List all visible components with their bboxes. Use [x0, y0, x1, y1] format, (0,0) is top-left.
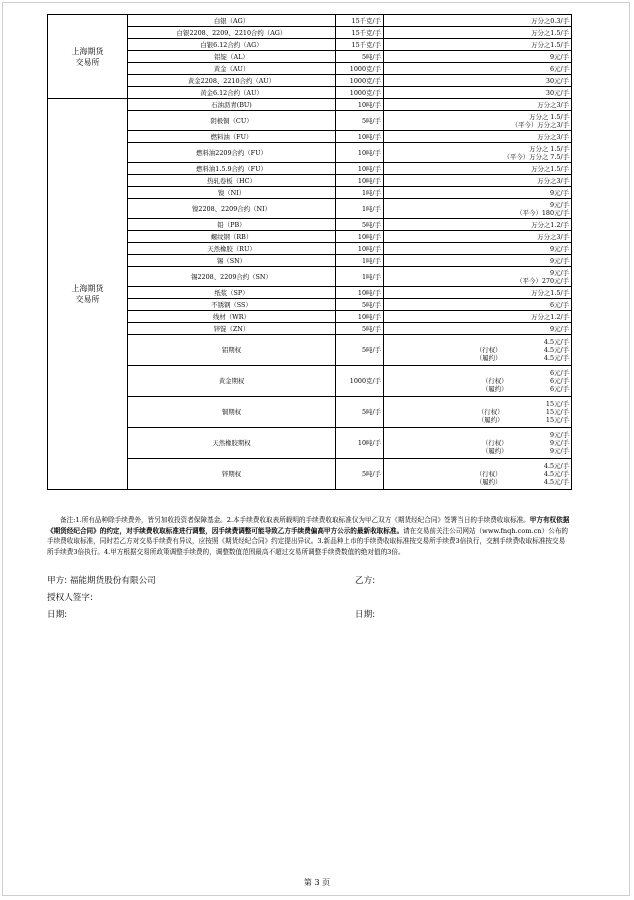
trade-unit: 5吨/手 — [336, 335, 384, 366]
trade-unit: 10吨/手 — [336, 428, 384, 459]
fee-label: （行权） — [477, 408, 504, 416]
contract-name: 阴极铜（CU） — [128, 111, 336, 131]
trade-unit: 15千克/手 — [336, 27, 384, 39]
contract-name: 铅（PB） — [128, 219, 336, 231]
contract-name: 锌锭（ZN） — [128, 323, 336, 335]
trade-unit: 10吨/手 — [336, 175, 384, 187]
fee-cell — [384, 187, 572, 199]
fee-value: （平今）万分之 7.5/手 — [503, 152, 569, 161]
fee-line — [386, 416, 569, 424]
fee-line — [386, 377, 569, 385]
contract-name: 天然橡胶期权 — [128, 428, 336, 459]
fee-value: 万分之0.3/手 — [531, 16, 569, 25]
contract-name: 镍（NI） — [128, 187, 336, 199]
fee-value: 4.5元/手 — [543, 346, 569, 354]
contract-name: 镍2208、2209合约（NI） — [128, 199, 336, 219]
fee-cell — [384, 143, 572, 163]
contract-name: 热轧卷板（HC） — [128, 175, 336, 187]
trade-unit: 5吨/手 — [336, 459, 384, 490]
contract-name: 白银6.12合约（AG） — [128, 39, 336, 51]
fee-value: 万分之1.5/手 — [531, 40, 569, 49]
fee-label: （行权） — [475, 470, 502, 478]
trade-unit: 5吨/手 — [336, 219, 384, 231]
fee-cell — [384, 99, 572, 111]
fee-value: 万分之1.5/手 — [531, 288, 569, 297]
fee-value: 万分之3/手 — [537, 176, 569, 185]
fee-value: 15元/手 — [545, 408, 569, 416]
trade-unit: 15千克/手 — [336, 39, 384, 51]
fee-line — [386, 431, 569, 439]
fee-cell — [384, 163, 572, 175]
trade-unit: 10吨/手 — [336, 311, 384, 323]
fee-value: 9元/手 — [549, 256, 569, 265]
party-a: 甲方: 福能期货股份有限公司 — [47, 576, 156, 586]
contract-name: 锌期权 — [128, 459, 336, 490]
fee-line — [386, 462, 569, 470]
contract-name: 线材（WR） — [128, 311, 336, 323]
table-row — [48, 15, 572, 27]
fee-cell — [384, 299, 572, 311]
fee-cell — [384, 27, 572, 39]
fee-line — [386, 478, 569, 486]
fee-value: 9元/手 — [549, 200, 569, 209]
fee-value: 9元/手 — [549, 268, 569, 277]
fee-value: 9元/手 — [549, 431, 569, 439]
trade-unit: 5吨/手 — [336, 51, 384, 63]
fee-value: 万分之 1.5/手 — [529, 112, 569, 121]
contract-name: 黄金6.12合约（AU） — [128, 87, 336, 99]
contract-name: 铜期权 — [128, 397, 336, 428]
fee-line — [386, 447, 569, 455]
fee-line — [386, 400, 569, 408]
fee-value: 4.5元/手 — [543, 338, 569, 346]
notes — [47, 515, 571, 557]
exchange-cell: 上海期货 交易所 — [48, 15, 128, 99]
trade-unit: 1000克/手 — [336, 366, 384, 397]
trade-unit: 5吨/手 — [336, 111, 384, 131]
trade-unit: 10吨/手 — [336, 131, 384, 143]
fee-value: 万分之 1.5/手 — [529, 144, 569, 153]
fee-value: 30元/手 — [545, 88, 569, 97]
fee-cell — [384, 397, 572, 428]
notes-part-1: 备注:1.所有品种除手续费外，皆另加收投资者保障基金。2.本手续费收取表所载明的手续费收取标准仅为甲乙双方《期货经纪合同》签署当日的手续费收取标准。 — [60, 516, 530, 524]
trade-unit: 10吨/手 — [336, 143, 384, 163]
contract-name: 白银（AG） — [128, 15, 336, 27]
contract-name: 铝锭（AL） — [128, 51, 336, 63]
notes-part-3: 请在交易前关注公司网站（www.fnqh.com.cn）公布的手续费收取标准，同时若乙方对交易手续费有异议，应按照《期货经纪合同》约定提出异议。3.新品种上市的手续费收取标准按交易所手续费3倍执行，交割手续费收取标准按交易所手续费3倍执行。4.甲方根据交易所政策调整手续费的，调整数值范围最高不超过交易所调整手续费数值的绝对值的3倍。 — [47, 526, 569, 556]
exchange-cell: 上海期货 交易所 — [48, 99, 128, 490]
authorized-signature: 授权人签字: — [47, 593, 93, 603]
fee-value: 9元/手 — [549, 447, 569, 455]
fee-cell — [384, 39, 572, 51]
fee-cell — [384, 131, 572, 143]
fee-value: 9元/手 — [549, 188, 569, 197]
fee-value: 万分之3/手 — [537, 232, 569, 241]
fee-label: （履约） — [475, 354, 502, 362]
contract-name: 燃料油2209合约（FU） — [128, 143, 336, 163]
page-number: 第 3 页 — [303, 878, 331, 887]
fee-line — [386, 338, 569, 346]
fee-cell — [384, 323, 572, 335]
fee-cell — [384, 51, 572, 63]
fee-value: 万分之1.2/手 — [531, 312, 569, 321]
contract-name: 锡（SN） — [128, 255, 336, 267]
fee-line — [386, 470, 569, 478]
fee-value: （平今）万分之3/手 — [511, 120, 569, 129]
trade-unit: 10吨/手 — [336, 231, 384, 243]
table-row — [48, 99, 572, 111]
trade-unit: 15千克/手 — [336, 15, 384, 27]
fee-cell — [384, 287, 572, 299]
fee-value: 4.5元/手 — [543, 478, 569, 486]
contract-name: 螺纹钢（RB） — [128, 231, 336, 243]
trade-unit: 10吨/手 — [336, 99, 384, 111]
trade-unit: 10吨/手 — [336, 163, 384, 175]
fee-cell — [384, 111, 572, 131]
trade-unit: 5吨/手 — [336, 397, 384, 428]
contract-name: 燃料油（FU） — [128, 131, 336, 143]
fee-cell — [384, 255, 572, 267]
fee-cell — [384, 267, 572, 287]
fee-value: 9元/手 — [549, 324, 569, 333]
fee-value: 6元/手 — [549, 377, 569, 385]
date-b: 日期: — [355, 610, 376, 620]
fee-value: 6元/手 — [549, 385, 569, 393]
fee-cell — [384, 231, 572, 243]
fee-line — [386, 369, 569, 377]
fee-value: （平今）270元/手 — [516, 276, 569, 285]
fee-cell — [384, 75, 572, 87]
fee-value: 15元/手 — [545, 416, 569, 424]
fee-line — [386, 346, 569, 354]
trade-unit: 10吨/手 — [336, 287, 384, 299]
fee-value: 6元/手 — [549, 300, 569, 309]
fee-line — [386, 408, 569, 416]
fee-cell — [384, 366, 572, 397]
fee-cell — [384, 63, 572, 75]
fee-value: 9元/手 — [549, 439, 569, 447]
contract-name: 纸浆（SP） — [128, 287, 336, 299]
fee-value: 9元/手 — [549, 52, 569, 61]
contract-name: 锡2208、2209合约（SN） — [128, 267, 336, 287]
fee-line — [386, 385, 569, 393]
fee-value: 4.5元/手 — [543, 354, 569, 362]
contract-name: 白银2208、2209、2210合约（AG） — [128, 27, 336, 39]
trade-unit: 1吨/手 — [336, 199, 384, 219]
fee-cell — [384, 311, 572, 323]
date-a: 日期: — [47, 610, 68, 620]
fee-label: （行权） — [481, 439, 508, 447]
fee-value: 4.5元/手 — [543, 470, 569, 478]
contract-name: 天然橡胶（RU） — [128, 243, 336, 255]
fee-cell — [384, 175, 572, 187]
fee-label: （履约） — [475, 478, 502, 486]
contract-name: 不锈钢（SS） — [128, 299, 336, 311]
fee-value: 6元/手 — [549, 64, 569, 73]
fee-value: 万分之1.5/手 — [531, 164, 569, 173]
contract-name: 石油沥青(BU) — [128, 99, 336, 111]
fee-cell — [384, 199, 572, 219]
trade-unit: 1吨/手 — [336, 255, 384, 267]
fee-value: 9元/手 — [549, 244, 569, 253]
fee-value: 万分之3/手 — [537, 100, 569, 109]
fee-value: 6元/手 — [549, 369, 569, 377]
fee-cell — [384, 428, 572, 459]
party-b: 乙方: — [355, 576, 376, 586]
fee-label: （行权） — [481, 377, 508, 385]
fee-value: （平今）180元/手 — [516, 208, 569, 217]
fee-label: （行权） — [475, 346, 502, 354]
contract-name: 黄金期权 — [128, 366, 336, 397]
fee-cell — [384, 219, 572, 231]
trade-unit: 5吨/手 — [336, 299, 384, 311]
fee-value: 30元/手 — [545, 76, 569, 85]
fee-value: 万分之1.2/手 — [531, 220, 569, 229]
fee-value: 4.5元/手 — [543, 462, 569, 470]
fee-cell — [384, 243, 572, 255]
notes-bold: 甲方有权依据《期货经纪合同》的约定，对手续费收取标准进行调整，因手续费调整可能导致乙方手续费偏高甲方公示的最新收取标准。 — [47, 516, 570, 535]
trade-unit: 1吨/手 — [336, 267, 384, 287]
fee-cell — [384, 459, 572, 490]
fee-label: （履约） — [481, 447, 508, 455]
fee-line — [386, 439, 569, 447]
fee-cell — [384, 335, 572, 366]
fee-cell — [384, 15, 572, 27]
trade-unit: 5吨/手 — [336, 323, 384, 335]
fee-label: （履约） — [481, 385, 508, 393]
trade-unit: 1000克/手 — [336, 63, 384, 75]
fee-label: （履约） — [477, 416, 504, 424]
contract-name: 燃料油1.5.9合约（FU） — [128, 163, 336, 175]
trade-unit: 1000克/手 — [336, 87, 384, 99]
fee-table — [47, 14, 572, 490]
fee-value: 万分之1.5/手 — [531, 28, 569, 37]
contract-name: 铝期权 — [128, 335, 336, 366]
contract-name: 黄金2208、2210合约（AU） — [128, 75, 336, 87]
fee-line — [386, 354, 569, 362]
trade-unit: 1000克/手 — [336, 75, 384, 87]
contract-name: 黄金（AU） — [128, 63, 336, 75]
fee-value: 15元/手 — [545, 400, 569, 408]
fee-value: 万分之3/手 — [537, 132, 569, 141]
trade-unit: 10吨/手 — [336, 243, 384, 255]
trade-unit: 1吨/手 — [336, 187, 384, 199]
fee-cell — [384, 87, 572, 99]
